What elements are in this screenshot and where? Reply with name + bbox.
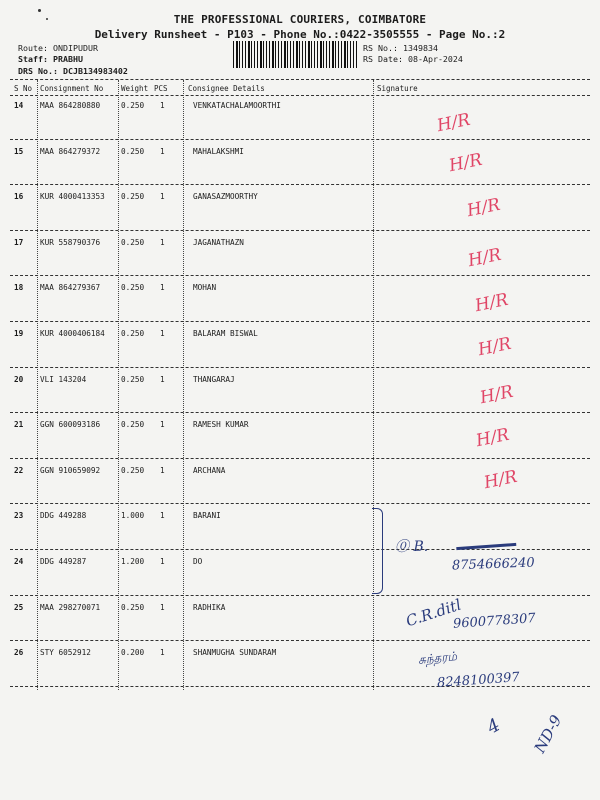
row-consignee: BALARAM BISWAL [193,329,258,338]
row-weight: 1.200 [121,557,145,566]
handwritten-signature-hr: H/R [447,149,485,177]
row-consignee: RAMESH KUMAR [193,420,249,430]
col-header-consignment: Consignment No [40,84,104,93]
handwritten-phone-26: 8248100397 [436,670,521,691]
row-consignee: VENKATACHALAMOORTHI [193,101,281,110]
row-weight: 0.250 [121,283,145,293]
row-divider [10,458,590,459]
row-pcs: 1 [160,237,165,247]
row-pcs: 1 [160,511,165,521]
row-weight: 1.000 [121,511,145,521]
row-weight: 0.200 [121,648,145,658]
row-pcs: 1 [160,420,165,430]
row-sno: 26 [14,648,24,658]
row-weight: 0.250 [121,329,145,338]
table-row [0,143,600,189]
handwritten-signature-hr: H/R [473,289,511,317]
row-consignment-no: VLI 143204 [40,374,87,384]
row-consignee: RADHIKA [193,602,226,612]
row-sno: 14 [14,101,24,110]
row-divider [10,321,590,322]
row-consignment-no: MAA 864280880 [40,101,101,110]
handwritten-phone-25: 9600778307 [452,611,537,632]
row-weight: 0.250 [121,101,145,110]
handwritten-nd-mark: ND-9 [530,712,566,756]
row-weight: 0.250 [121,465,145,475]
handwritten-signature-hr: H/R [465,194,503,222]
staff-value: PRABHU [52,54,83,64]
row-pcs: 1 [160,648,165,658]
rs-no-value: 1349834 [402,43,438,53]
row-sno: 17 [14,237,24,247]
row-sno: 15 [14,146,24,156]
row-sno: 25 [14,602,24,612]
row-consignee: SHANMUGHA SUNDARAM [193,648,277,658]
row-consignment-no: GGN 600093186 [40,420,101,430]
rs-date-value: 08-Apr-2024 [407,54,463,64]
drs-line: DRS No.: DCJB134983402 [18,66,128,76]
row-pcs: 1 [160,329,165,338]
row-divider [10,184,590,185]
col-header-consignee: Consignee Details [188,84,265,93]
row-consignment-no: KUR 4000413353 [40,192,105,202]
row-weight: 0.250 [121,146,145,156]
row-consignment-no: DDG 449287 [40,557,87,566]
row-sno: 21 [14,420,24,430]
row-consignment-no: GGN 910659092 [40,465,101,475]
row-pcs: 1 [160,557,165,566]
table-row [0,188,600,234]
row-divider [10,275,590,276]
rs-no-line: RS No.: 1349834 [363,43,438,53]
handwritten-brace [372,508,383,594]
rs-date-line: RS Date: 08-Apr-2024 [363,54,463,64]
handwritten-signature-hr: H/R [474,424,512,452]
table-row [0,507,600,553]
row-consignee: THANGARAJ [193,374,235,384]
table-row [0,234,600,280]
row-pcs: 1 [160,192,165,202]
row-sno: 18 [14,283,24,293]
row-consignee: MAHALAKSHMI [193,146,244,156]
row-consignee: DO [193,557,203,566]
handwritten-signature-25: C.R.ditl [403,595,464,631]
row-sno: 16 [14,192,24,202]
row-consignee: ARCHANA [193,465,226,475]
row-consignment-no: DDG 449288 [40,511,87,521]
table-row [0,279,600,325]
route-value: ONDIPUDUR [52,43,98,53]
row-consignment-no: MAA 864279367 [40,283,101,293]
handwritten-signature-hr: H/R [478,381,516,409]
row-divider [10,367,590,368]
row-weight: 0.250 [121,420,145,430]
row-pcs: 1 [160,465,165,475]
handwritten-signature-hr: H/R [482,466,520,494]
row-divider [10,412,590,413]
route-line: Route: ONDIPUDUR [18,43,98,53]
handwritten-count: 4 [483,714,504,739]
row-sno: 22 [14,465,24,475]
handwritten-phone-23-24: 8754666240 [451,555,535,574]
header-top-divider [10,79,590,80]
row-consignee: BARANI [193,511,221,521]
row-weight: 0.250 [121,602,145,612]
row-consignment-no: STY 6052912 [40,648,91,658]
row-pcs: 1 [160,101,165,110]
row-weight: 0.250 [121,192,145,202]
row-consignment-no: MAA 864279372 [40,146,101,156]
row-divider [10,503,590,504]
col-header-sno: S No [14,84,33,93]
row-pcs: 1 [160,602,165,612]
drs-value: DCJB134983402 [62,66,128,76]
row-weight: 0.250 [121,374,145,384]
row-consignee: JAGANATHAZN [193,237,244,247]
row-weight: 0.250 [121,237,145,247]
row-divider [10,595,590,596]
row-consignment-no: MAA 298270071 [40,602,101,612]
row-consignee: MOHAN [193,283,217,293]
row-divider [10,230,590,231]
runsheet-subtitle: Delivery Runsheet - P103 - Phone No.:0422-3505555 - Page No.:2 [94,28,506,41]
row-sno: 19 [14,329,24,338]
handwritten-signature-hr: H/R [466,244,504,272]
table-row [0,97,600,143]
scan-speck [46,18,48,20]
row-consignment-no: KUR 558790376 [40,237,101,247]
row-divider [10,549,590,550]
row-sno: 24 [14,557,24,566]
col-header-signature: Signature [377,84,418,93]
handwritten-signature-hr: H/R [435,109,473,137]
staff-line: Staff: PRABHU [18,54,83,64]
row-consignment-no: KUR 4000406184 [40,329,105,338]
handwritten-signature-hr: H/R [476,333,514,361]
col-header-weight: Weight [121,84,149,93]
row-sno: 23 [14,511,24,521]
row-divider [10,139,590,140]
col-header-pcs: PCS [154,84,168,93]
handwritten-signature-23-24: ⓪ B. [395,539,429,555]
row-divider [10,640,590,641]
company-title: THE PROFESSIONAL COURIERS, COIMBATORE [173,13,427,26]
handwritten-signature-26: சுந்தரம் [417,648,458,668]
row-pcs: 1 [160,283,165,293]
row-pcs: 1 [160,146,165,156]
header-bottom-divider [10,95,590,96]
barcode [233,41,357,68]
row-sno: 20 [14,374,24,384]
row-consignee: GANASAZMOORTHY [193,192,258,202]
row-pcs: 1 [160,374,165,384]
scan-speck [38,9,41,12]
